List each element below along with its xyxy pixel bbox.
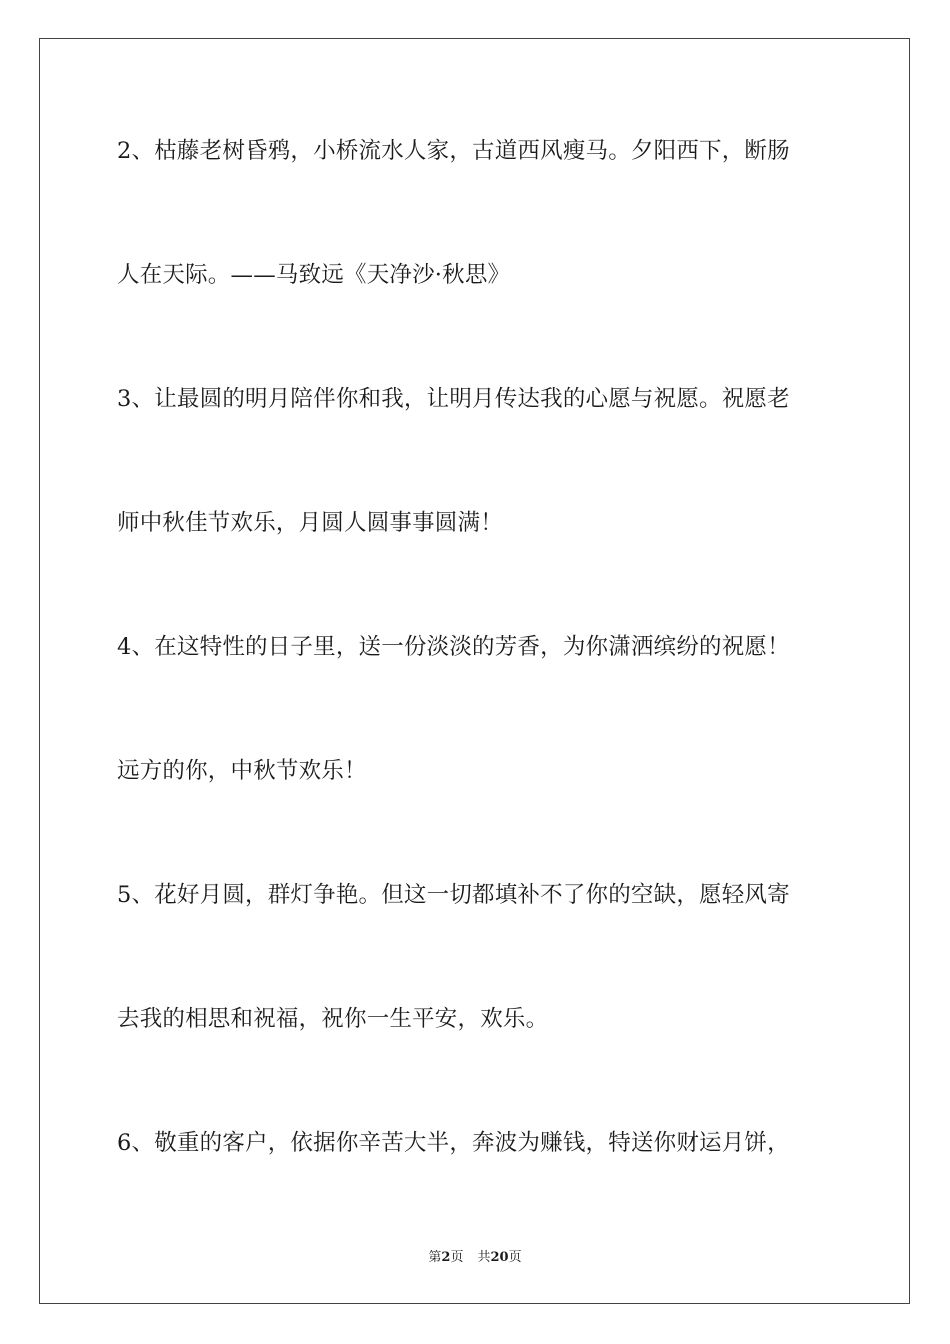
- text-line-9: 6、敬重的客户，依据你辛苦大半，奔波为赚钱，特送你财运月饼，: [117, 1130, 790, 1156]
- page-number: 2: [441, 1250, 451, 1265]
- total-pages: 20: [490, 1250, 509, 1265]
- text-line-3: 3、让最圆的明月陪伴你和我，让明月传达我的心愿与祝愿。祝愿老: [117, 386, 790, 412]
- text-line-7: 5、花好月圆，群灯争艳。但这一切都填补不了你的空缺，愿轻风寄: [117, 882, 790, 908]
- page-border: [39, 38, 910, 1304]
- page-prefix: 第: [428, 1250, 442, 1265]
- text-line-8: 去我的相思和祝福，祝你一生平安，欢乐。: [117, 1006, 549, 1032]
- text-line-6: 远方的你，中秋节欢乐！: [117, 758, 367, 784]
- text-line-5: 4、在这特性的日子里，送一份淡淡的芳香，为你潇洒缤纷的祝愿！: [117, 634, 790, 660]
- text-line-2: 人在天际。——马致远《天净沙·秋思》: [117, 262, 511, 288]
- page-suffix: 页: [450, 1250, 464, 1265]
- page-footer: [0, 1246, 950, 1265]
- text-line-1: 2、枯藤老树昏鸦，小桥流水人家，古道西风瘦马。夕阳西下，断肠: [117, 138, 790, 164]
- total-prefix: 共: [477, 1250, 491, 1265]
- total-suffix: 页: [508, 1250, 522, 1265]
- text-line-4: 师中秋佳节欢乐，月圆人圆事事圆满！: [117, 510, 503, 536]
